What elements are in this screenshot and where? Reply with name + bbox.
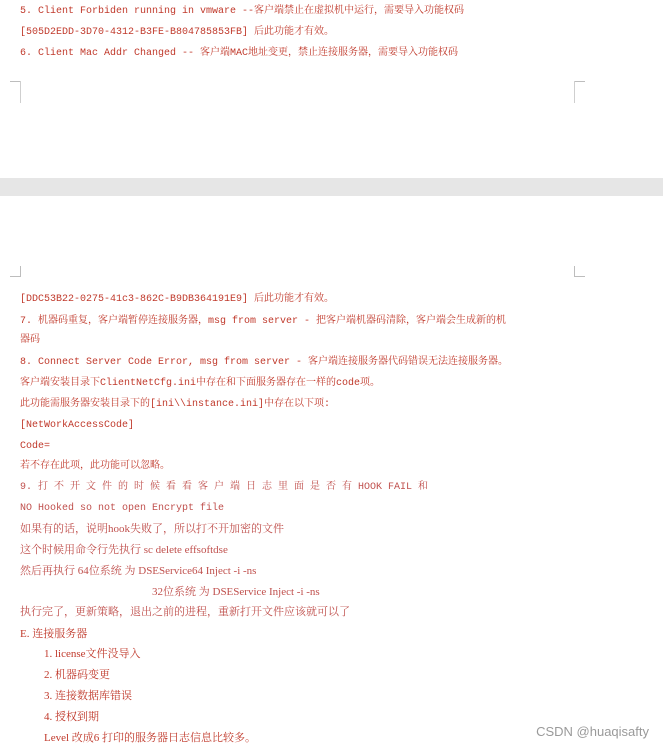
list-item: 1. license文件没导入 xyxy=(44,648,141,660)
list-item-6: 6. Client Mac Addr Changed -- 客户端MAC地址变更，禁止连接服务器，需要导入功能权码 xyxy=(20,48,459,59)
hook-fail-note: 如果有的话，说明hook失败了，所以打不开加密的文件 xyxy=(20,523,284,535)
config-key: Code= xyxy=(20,441,51,452)
list-item-5: 5. Client Forbiden running in vmware --客户端禁止在虚拟机中运行，需要导入功能权码 xyxy=(20,6,465,17)
section-e-heading: E. 连接服务器 xyxy=(20,628,88,640)
list-item: 3. 连接数据库错误 xyxy=(44,690,132,702)
cmd-64bit-note: 然后再执行 64位系统 为 DSEService64 Inject -i -ns xyxy=(20,565,257,577)
list-item-6-guid: [DDC53B22-0275-41c3-862C-B9DB364191E9] 后此功能才有效。 xyxy=(20,294,335,305)
list-item: 2. 机器码变更 xyxy=(44,669,110,681)
level-note: Level 改成6 打印的服务器日志信息比较多。 xyxy=(44,732,257,744)
margin-guide xyxy=(574,81,575,103)
watermark: CSDN @huaqisafty xyxy=(536,724,649,739)
list-item-5-guid: [505D2EDD-3D70-4312-B3FE-B804785853FB] 后此功能才有效。 xyxy=(20,27,335,38)
list-item: 4. 授权到期 xyxy=(44,711,99,723)
note-server-cfg: 此功能需服务器安装目录下的[ini\\instance.ini]中存在以下项: xyxy=(20,399,331,410)
note-client-cfg: 客户端安装目录下ClientNetCfg.ini中存在和下面服务器存在一样的code项。 xyxy=(20,378,381,389)
crop-mark-top-left xyxy=(10,266,21,277)
crop-mark-top-right xyxy=(574,266,585,277)
list-item-7: 7. 机器码重复，客户端暂停连接服务器，msg from server - 把客户端机器码清除，客户端会生成新的机 xyxy=(20,316,507,327)
crop-mark-bottom-right xyxy=(574,81,585,92)
list-item-9-cont: NO Hooked so not open Encrypt file xyxy=(20,503,225,514)
restart-note: 执行完了，更新策略，退出之前的进程，重新打开文件应该就可以了 xyxy=(20,606,350,618)
cmd-delete-note: 这个时候用命令行先执行 sc delete effsoftdse xyxy=(20,544,228,556)
config-section: [NetWorkAccessCode] xyxy=(20,420,135,431)
note-ignore: 若不存在此项，此功能可以忽略。 xyxy=(20,461,170,472)
cmd-32bit-note: 32位系统 为 DSEService Inject -i -ns xyxy=(152,586,320,598)
list-item-9: 9. 打 不 开 文 件 的 时 候 看 看 客 户 端 日 志 里 面 是 否 有 HOOK FAIL 和 xyxy=(20,482,429,493)
list-item-8: 8. Connect Server Code Error, msg from server - 客户端连接服务器代码错误无法连接服务器。 xyxy=(20,357,509,368)
margin-guide xyxy=(20,81,21,103)
page-gap xyxy=(0,178,663,196)
list-item-7-cont: 器码 xyxy=(20,335,40,346)
